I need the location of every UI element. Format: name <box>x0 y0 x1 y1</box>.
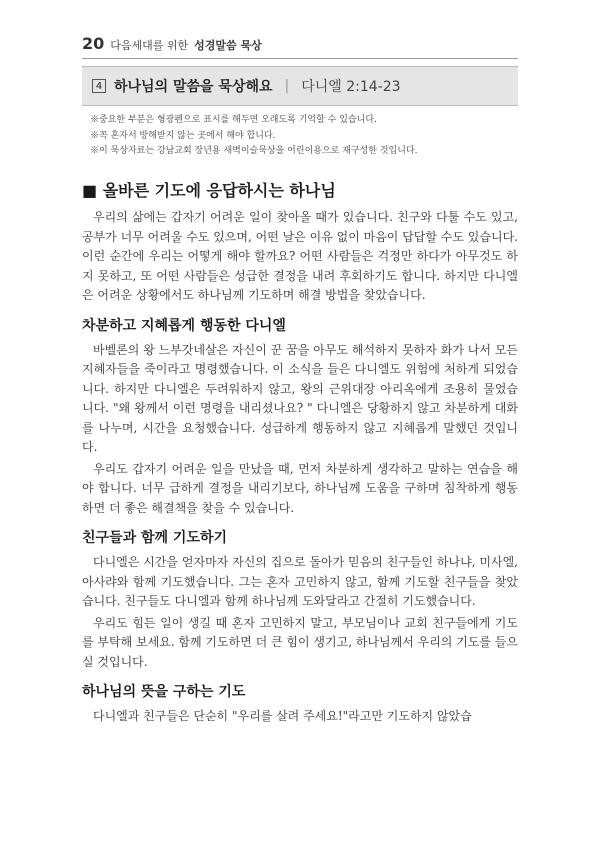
notes-block <box>90 113 515 160</box>
body-paragraph: 우리도 힘든 일이 생길 때 혼자 고민하지 말고, 부모님이나 교회 친구들에게 기도를 부탁해 보세요. 함께 기도하면 더 큰 힘이 생기고, 하나님께서 우리의 기도를 들으실 것입니다. <box>82 615 518 669</box>
subsection-title: 친구들과 함께 기도하기 <box>82 530 227 546</box>
body-paragraph: 다니엘은 시간을 얻자마자 자신의 집으로 돌아가 믿음의 친구들인 하나냐, 미사엘, 아사랴와 함께 기도했습니다. 그는 혼자 고민하지 않고, 함께 기도할 친구들을 찾았습니다. 친구들도 다니엘과 함께 하나님께 도와달라고 간절히 기도했습니다. <box>82 555 518 608</box>
lesson-number-badge: 4 <box>92 79 106 93</box>
page-header <box>82 34 262 53</box>
series-title: 다음세대를 위한 <box>110 39 189 52</box>
subsection-title: 하나님의 뜻을 구하는 기도 <box>82 684 246 700</box>
body-paragraph: 우리도 갑자기 어려운 일을 만났을 때, 먼저 차분하게 생각하고 말하는 연습을 해야 합니다. 너무 급하게 결정을 내리기보다, 하나님께 도움을 구하며 침착하게 행동하면 더 좋은 해결책을 찾을 수 있습니다. <box>82 461 518 515</box>
note-item: ※이 묵상자료는 강남교회 장년용 새벽이슬묵상을 어린이용으로 재구성한 것입니다. <box>90 146 418 156</box>
note-item: ※중요한 부분은 형광펜으로 표시를 해두면 오래도록 기억할 수 있습니다. <box>90 115 377 125</box>
subsection-title: 차분하고 지혜롭게 행동한 다니엘 <box>82 317 286 334</box>
book-title: 성경말씀 묵상 <box>194 39 262 52</box>
section-title: ■ 올바른 기도에 응답하시는 하나님 <box>82 181 336 200</box>
body-paragraph: 다니엘과 친구들은 단순히 "우리를 살려 주세요!"라고만 기도하지 않았습 <box>93 709 472 723</box>
intro-paragraph: 우리의 삶에는 갑자기 어려운 일이 찾아올 때가 있습니다. 친구와 다툴 수도 있고, 공부가 너무 어려울 수도 있으며, 어떤 날은 이유 없이 마음이 답답할 수도 있습니다. 이런 순간에 우리는 어떻게 해야 할까요? 어떤 사람들은 걱정만 하다가 아무것도 하지 못하고, 또 어떤 사람들은 성급한 결정을 내려 후회하기도 합니다. 하지만 다니엘은 어려운 상황에서도 하나님께 기도하며 해결 방법을 찾았습니다. <box>82 210 518 302</box>
note-item: ※꼭 혼자서 방해받지 않는 곳에서 해야 합니다. <box>90 130 276 141</box>
lesson-title-bar <box>82 66 518 106</box>
header-divider <box>82 58 518 59</box>
lesson-title: 하나님의 말씀을 묵상해요 <box>114 79 273 95</box>
main-content <box>82 176 518 732</box>
title-separator: | <box>284 78 290 94</box>
scripture-reference: 다니엘 2:14-23 <box>301 79 401 95</box>
page-number: 20 <box>82 34 105 53</box>
body-paragraph: 바벨론의 왕 느부갓네살은 자신이 꾼 꿈을 아무도 해석하지 못하자 화가 나서 모든 지혜자들을 죽이라고 명령했습니다. 이 소식을 들은 다니엘도 위험에 처하게 되었습니다. 하지만 다니엘은 두려워하지 않고, 왕의 근위대장 아리옥에게 조용히 물었습니다. "왜 왕께서 이런 명령을 내리셨나요? " 다니엘은 당황하지 않고 차분하게 대화를 나누며, 시간을 요청했습니다. 성급하게 행동하지 않고 지혜롭게 말했던 것입니다. <box>82 342 518 454</box>
